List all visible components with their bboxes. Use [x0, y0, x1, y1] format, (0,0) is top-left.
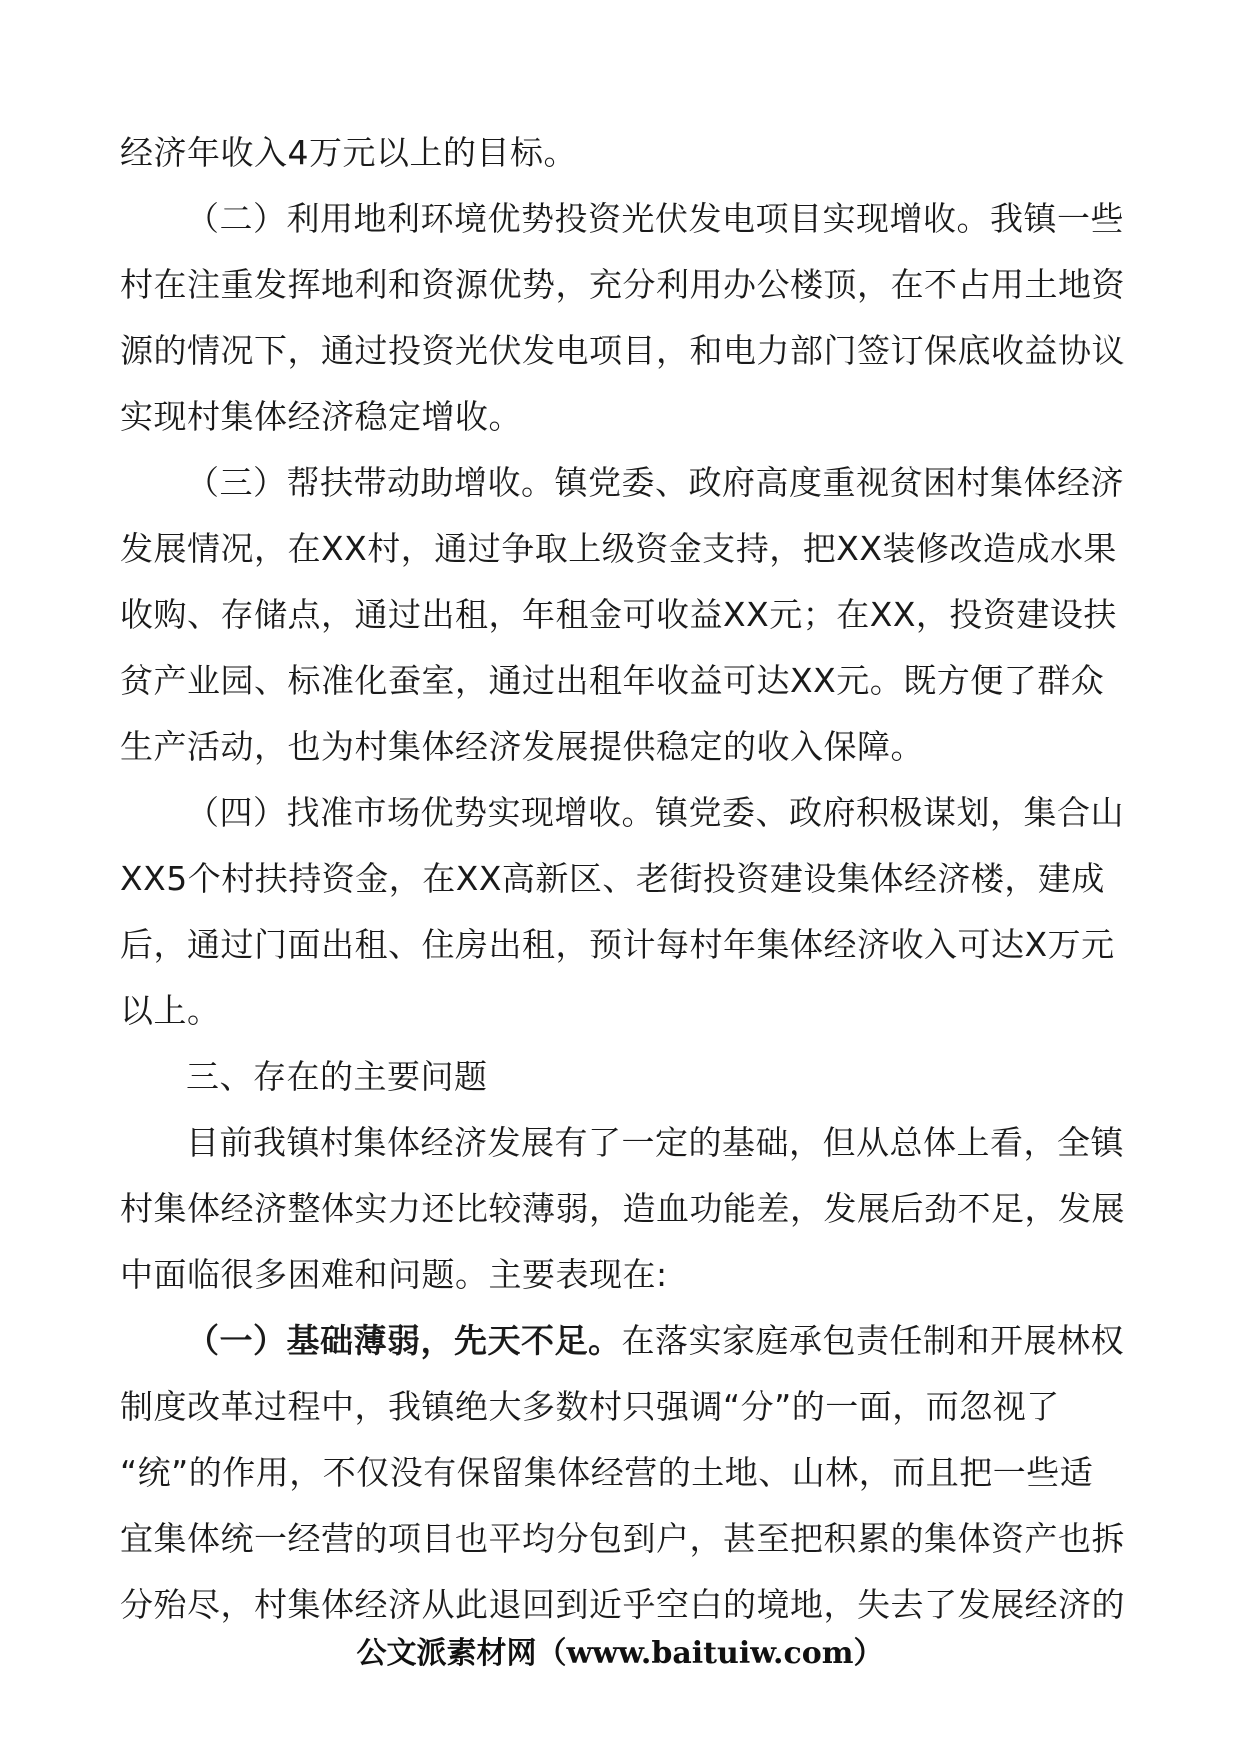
footer-watermark: 公文派素材网（www.baituiw.com） — [356, 1636, 884, 1671]
text-line: （二）利用地利环境优势投资光伏发电项目实现增收。我镇一些 — [186, 199, 1124, 238]
text-line: 宜集体统一经营的项目也平均分包到户，甚至把积累的集体资产也拆 — [120, 1519, 1125, 1558]
text-span: 在落实家庭承包责任制和开展林权 — [621, 1321, 1124, 1360]
text-line: 村在注重发挥地利和资源优势，充分利用办公楼顶，在不占用土地资 — [120, 265, 1125, 304]
text-line: 中面临很多困难和问题。主要表现在: — [120, 1255, 668, 1294]
text-line: “统”的作用，不仅没有保留集体经营的土地、山林，而且把一些适 — [120, 1453, 1094, 1492]
text-line: 实现村集体经济稳定增收。 — [120, 397, 522, 436]
subsection-heading: （一）基础薄弱，先天不足。 — [186, 1321, 622, 1360]
text-line: 制度改革过程中，我镇绝大多数村只强调“分”的一面，而忽视了 — [120, 1387, 1060, 1426]
text-line: 发展情况，在XX村，通过争取上级资金支持，把XX装修改造成水果 — [120, 529, 1117, 568]
text-line: 以上。 — [120, 991, 221, 1030]
text-line: 生产活动，也为村集体经济发展提供稳定的收入保障。 — [120, 727, 924, 766]
section-heading: 三、存在的主要问题 — [186, 1057, 488, 1096]
text-line — [120, 1308, 1124, 1374]
text-line: 目前我镇村集体经济发展有了一定的基础，但从总体上看，全镇 — [186, 1123, 1124, 1162]
text-line: 源的情况下，通过投资光伏发电项目，和电力部门签订保底收益协议 — [120, 331, 1125, 370]
text-line: （三）帮扶带动助增收。镇党委、政府高度重视贫困村集体经济 — [186, 463, 1124, 502]
text-line: 村集体经济整体实力还比较薄弱，造血功能差，发展后劲不足，发展 — [120, 1189, 1125, 1228]
text-line: （四）找准市场优势实现增收。镇党委、政府积极谋划，集合山 — [186, 793, 1124, 832]
text-line: 分殆尽，村集体经济从此退回到近乎空白的境地，失去了发展经济的 — [120, 1585, 1125, 1624]
text-line: 经济年收入4万元以上的目标。 — [120, 133, 577, 172]
text-line: XX5个村扶持资金，在XX高新区、老街投资建设集体经济楼，建成 — [120, 859, 1105, 898]
text-line: 收购、存储点，通过出租，年租金可收益XX元；在XX，投资建设扶 — [120, 595, 1117, 634]
document-body — [120, 120, 1125, 1638]
text-line: 贫产业园、标准化蚕室，通过出租年收益可达XX元。既方便了群众 — [120, 661, 1105, 700]
text-line: 后，通过门面出租、住房出租，预计每村年集体经济收入可达X万元 — [120, 925, 1115, 964]
